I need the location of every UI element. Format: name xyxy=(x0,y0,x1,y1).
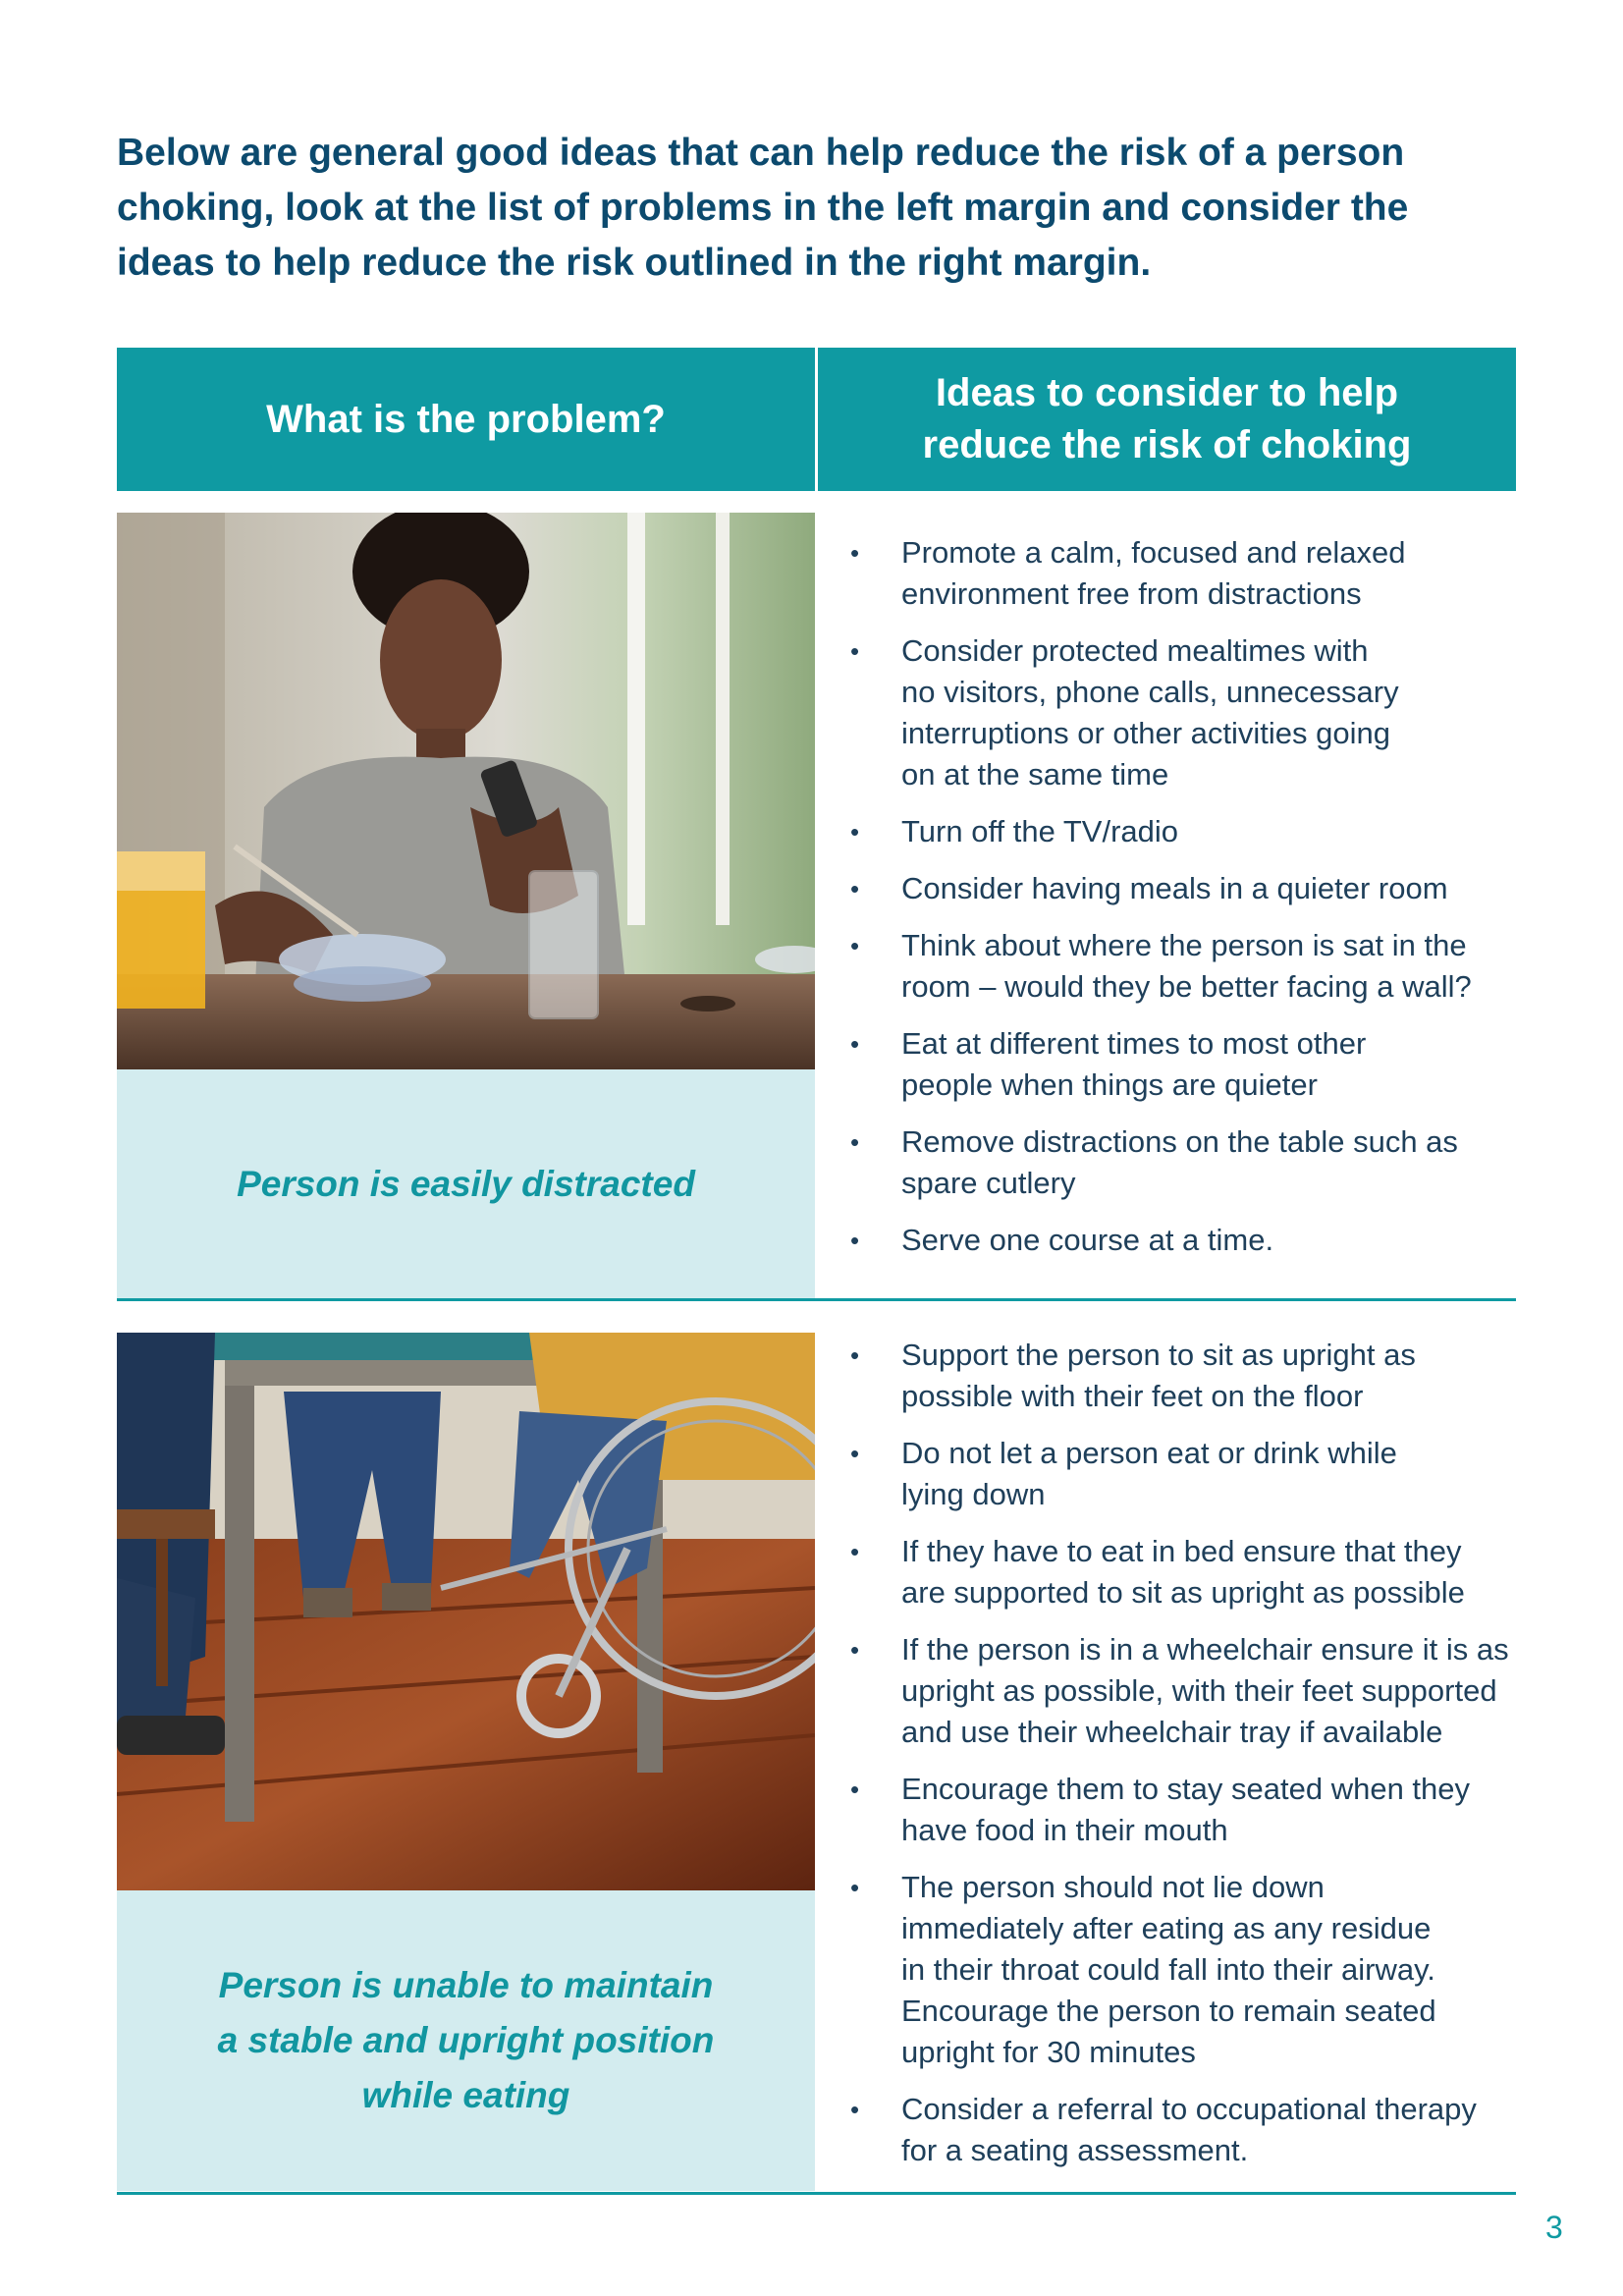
table-header xyxy=(117,348,1516,491)
list-item: • If they have to eat in bed ensure that they are supported to sit as upright as possible xyxy=(850,1531,1516,1613)
table-row xyxy=(117,513,1516,1298)
list-item: • Serve one course at a time. xyxy=(850,1220,1516,1261)
list-item: • Promote a calm, focused and relaxed environment free from distractions xyxy=(850,532,1516,615)
row-divider xyxy=(117,1298,1516,1301)
list-item: • Consider having meals in a quieter room xyxy=(850,868,1516,909)
list-item: • Do not let a person eat or drink while lying down xyxy=(850,1433,1516,1515)
photo-wheelchair-at-table xyxy=(117,1333,815,1890)
header-problem: What is the problem? xyxy=(117,348,815,491)
ideas-list xyxy=(850,532,1516,1261)
list-item: • Remove distractions on the table such as spare cutlery xyxy=(850,1121,1516,1204)
list-item: • Think about where the person is sat in the room – would they be better facing a wall? xyxy=(850,925,1516,1008)
list-item: • Encourage them to stay seated when they have food in their mouth xyxy=(850,1769,1516,1851)
ideas-cell xyxy=(815,513,1516,1298)
table-row xyxy=(117,1333,1516,2191)
list-item: • If the person is in a wheelchair ensure it is as upright as possible, with their feet supported and use their wheelchair tray if available xyxy=(850,1629,1516,1753)
list-item: • Support the person to sit as upright as possible with their feet on the floor xyxy=(850,1335,1516,1417)
problem-cell xyxy=(117,513,815,1298)
list-item: • Turn off the TV/radio xyxy=(850,811,1516,852)
ideas-list xyxy=(850,1335,1516,2171)
problem-cell xyxy=(117,1333,815,2191)
problem-label: Person is easily distracted xyxy=(117,1069,815,1298)
intro-text: Below are general good ideas that can help reduce the risk of a person choking, look at the list of problems in the left margin and consider the ideas to help reduce the risk outlined in the right margin. xyxy=(117,132,1409,284)
page-number: 3 xyxy=(1545,2210,1563,2245)
list-item: • Consider a referral to occupational therapy for a seating assessment. xyxy=(850,2089,1516,2171)
list-item: • Eat at different times to most other people when things are quieter xyxy=(850,1023,1516,1106)
list-item: • Consider protected mealtimes with no visitors, phone calls, unnecessary interruptions or other activities going on at the same time xyxy=(850,630,1516,795)
problem-label: Person is unable to maintain a stable and upright position while eating xyxy=(117,1890,815,2191)
list-item: • The person should not lie down immediately after eating as any residue in their throat could fall into their airway. Encourage the person to remain seated upright for 30 minutes xyxy=(850,1867,1516,2073)
row-divider xyxy=(117,2192,1516,2195)
photo-woman-with-phone xyxy=(117,513,815,1069)
choking-risk-table xyxy=(117,348,1516,2167)
header-ideas: Ideas to consider to help reduce the risk of choking xyxy=(818,348,1516,491)
ideas-cell xyxy=(815,1333,1516,2191)
